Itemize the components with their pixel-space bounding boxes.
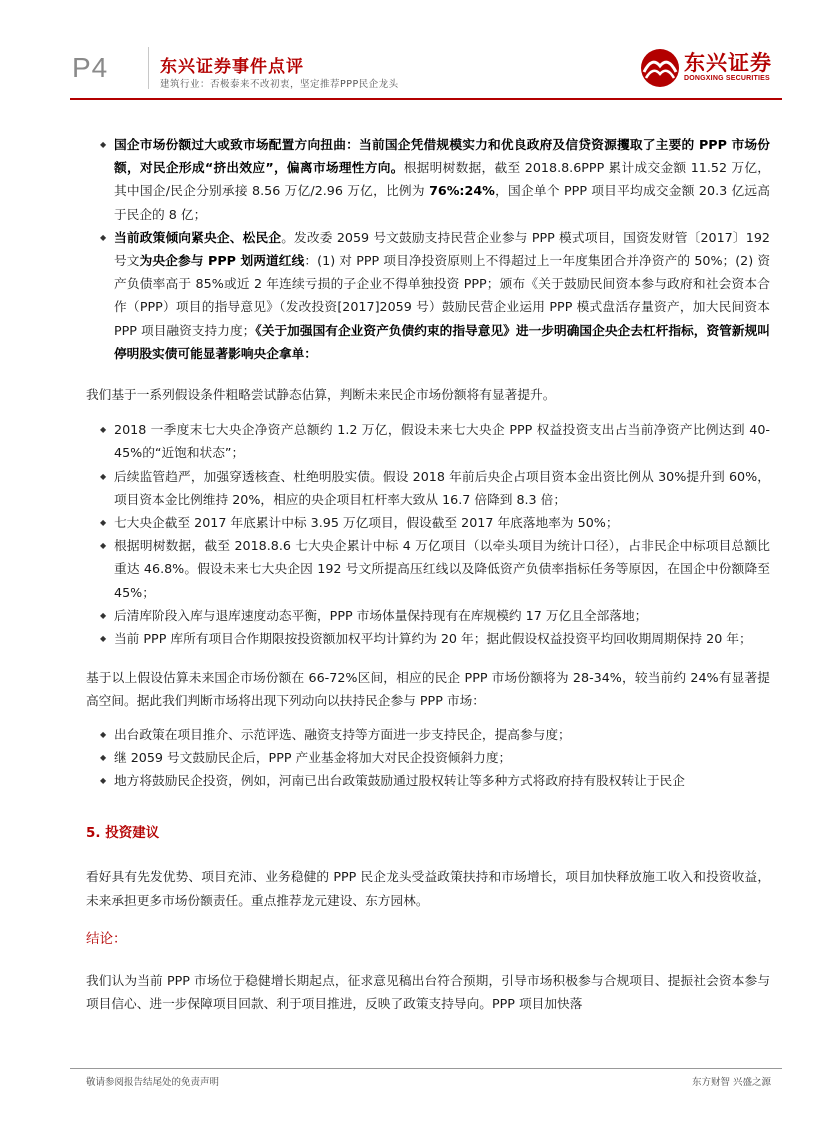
list-item: ◆ 出台政策在项目推介、示范评选、融资支持等方面进一步支持民企，提高参与度； [86,723,770,746]
bold-text: 76%:24% [429,183,495,199]
list-item: ◆ 七大央企截至 2017 年底累计中标 3.95 万亿项目，假设截至 2017 年底落地率为 50%； [86,511,770,534]
header-divider [148,47,149,89]
report-subtitle: 建筑行业：否极泰来不改初衷，坚定推荐PPP民企龙头 [160,79,399,90]
trend-list [86,723,770,793]
list-item: ◆ 根据明树数据，截至 2018.8.6 七大央企累计中标 4 万亿项目（以牵头项目为统计口径），占非民企中标项目总额比重达 46.8%。假设未来七大央企因 192 号文所提高压红线以及降低资产负债率指标任务等原因，在国企中份额降至 45%； [86,534,770,604]
body-text: ，国企单个 PPP 项目平均成交金额 20.3 亿远高于民企的 8 亿； [114,183,770,222]
list-item: ◆ 后清库阶段入库与退库速度动态平衡，PPP 市场体量保持现有在库规模约 17 万亿且全部落地； [86,604,770,627]
report-body [86,133,770,1016]
list-item [86,133,770,226]
report-series-title: 东兴证券事件点评 [160,57,304,77]
disclaimer-note: 敬请参阅报告结尾处的免责声明 [86,1077,220,1088]
logo-chinese-name: 东兴证券 [684,51,772,75]
logo-english-name: DONGXING SECURITIES [684,75,770,82]
company-logo [640,45,780,91]
bold-text: 为央企参与 PPP 划两道红线 [139,253,305,269]
list-item: ◆ 当前 PPP 库所有项目合作期限按投资额加权平均计算约为 20 年；据此假设权益投资平均回收期周期保持 20 年； [86,627,770,650]
paragraph: 我们认为当前 PPP 市场位于稳健增长期起点，征求意见稿出台符合预期，引导市场积极参与合规项目、提振社会资本参与项目信心、进一步保障项目回款、利于项目推进，反映了政策支持导向。PPP 项目加快落 [86,973,770,1012]
paragraph: 看好具有先发优势、项目充沛、业务稳健的 PPP 民企龙头受益政策扶持和市场增长，项目加快释放施工收入和投资收益，未来承担更多市场份额责任。重点推荐龙元建设、东方园林。 [86,869,770,908]
footer-rule [70,1068,782,1069]
list-item: ◆ 2018 一季度末七大央企净资产总额约 1.2 万亿，假设未来七大央企 PPP 权益投资支出占当前净资产比例达到 40-45%的“近饱和状态”； [86,418,770,464]
body-text: 根据明树数据，截至 2018.8.6PPP 累计成交金额 11.52 万亿，其中国企/民企分别承接 8.56 万亿/2.96 万亿，比例为 [114,160,770,199]
section-heading: 5. 投资建议 [86,825,160,842]
body-text: ：(1) 对 PPP 项目净投资原则上不得超过上一年度集团合并净资产的 50%；(2) 资产负债率高于 85%或近 2 年连续亏损的子企业不得单独投资 PPP；颁布《关于鼓励民间资本参与政府和社会资本合作（PPP）项目的指导意见》（发改投资[2017]2059 号）鼓励民营企业运用 PPP 模式盘活存量资产，加大民间资本 PPP 项目融资支持力度； [114,253,771,338]
paragraph: 基于以上假设估算未来国企市场份额在 66-72%区间，相应的民企 PPP 市场份额将为 28-34%，较当前约 24%有显著提高空间。据此我们判断市场将出现下列动向以扶持民企参与 PPP 市场： [86,670,770,709]
page-number: P4 [72,52,109,83]
header-rule [70,98,782,100]
assumption-list [86,418,770,650]
body-text: 。发改委 2059 号文鼓励支持民营企业参与 PPP 模式项目，国资发财管〔2017〕192 号文 [114,229,770,269]
list-item: ◆ 地方将鼓励民企投资，例如，河南已出台政策鼓励通过股权转让等多种方式将政府持有股权转让于民企 [86,769,770,792]
logo-emblem-icon [640,48,680,88]
bold-text: 国企市场份额过大或致市场配置方向扭曲：当前国企凭借规模实力和优良政府及信贷资源攫取了主要的 PPP 市场份额，对民企形成“挤出效应”，偏离市场理性方向。 [114,137,770,176]
bold-text: 当前政策倾向紧央企、松民企 [114,229,282,245]
paragraph: 我们基于一系列假设条件粗略尝试静态估算，判断未来民企市场份额将有显著提升。 [86,387,556,403]
conclusion-heading: 结论： [86,930,127,947]
list-item [86,226,770,365]
list-item: ◆ 后续监管趋严，加强穿透核查、杜绝明股实债。假设 2018 年前后央企占项目资本金出资比例从 30%提升到 60%，项目资本金比例维持 20%，相应的央企项目杠杆率大致从 16.7 倍降到 8.3 倍； [86,465,770,511]
footer-slogan: 东方财智 兴盛之源 [691,1077,771,1088]
bold-text: 《关于加强国有企业资产负债约束的指导意见》进一步明确国企央企去杠杆指标，资管新规叫停明股实债可能显著影响央企拿单： [114,322,770,361]
list-item: ◆ 继 2059 号文鼓励民企后，PPP 产业基金将加大对民企投资倾斜力度； [86,746,770,769]
market-issue-list [86,133,770,365]
